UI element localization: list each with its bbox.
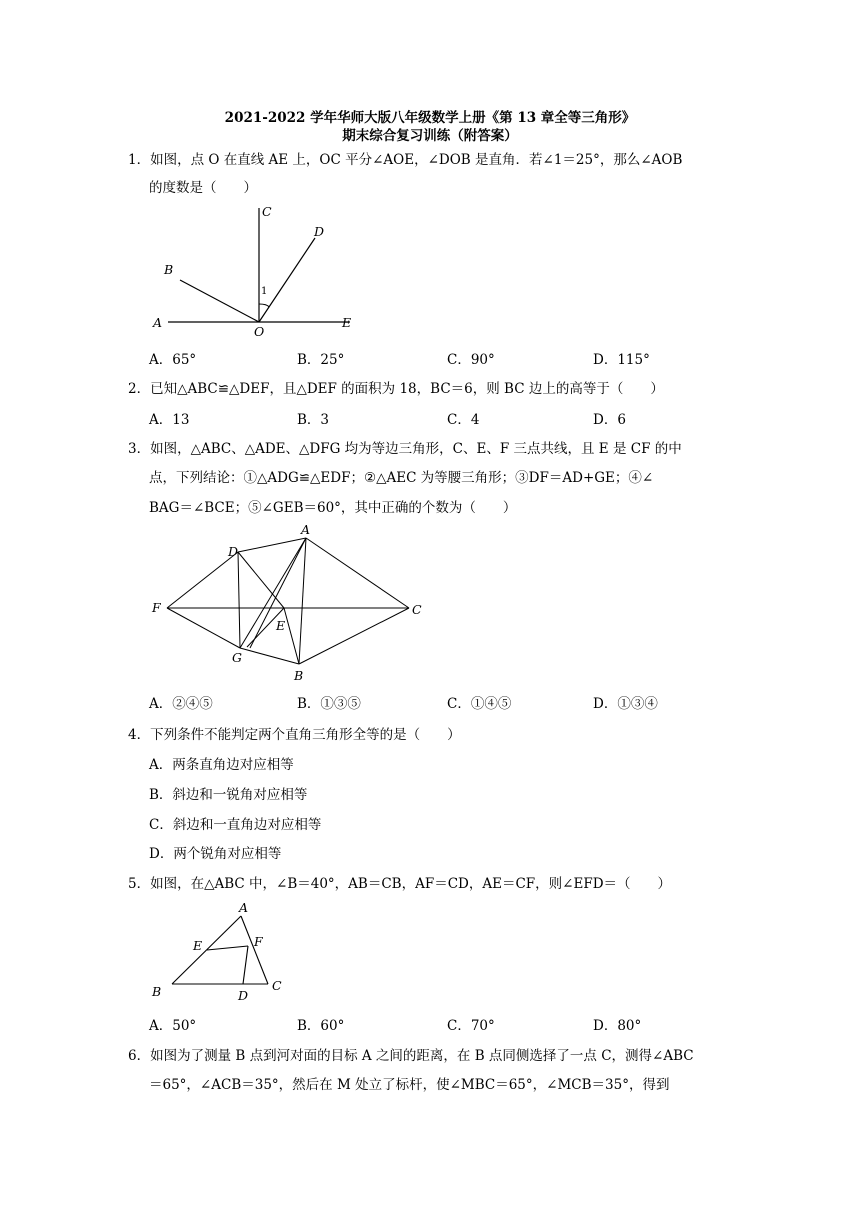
q3-option-a[interactable]: A．②④⑤ [149,696,213,712]
q4-option-c[interactable]: C．斜边和一直角边对应相等 [149,817,322,833]
q5-label-d: D [238,988,249,1003]
q1-label-b: B [164,262,174,277]
q3-option-b[interactable]: B．①③⑤ [297,696,361,712]
q3-figure [150,522,440,684]
q3-option-c[interactable]: C．①④⑤ [447,696,512,712]
q1-label-o: O [254,324,265,339]
q3-text-line2: 点，下列结论：①△ADG≌△EDF；②△AEC 为等腰三角形；③DF＝AD+GE；④∠ [149,470,654,486]
q1-option-c[interactable]: C．90° [447,352,495,368]
q1-option-b[interactable]: B．25° [297,352,345,368]
q4-option-d[interactable]: D．两个锐角对应相等 [149,846,282,862]
q5-text-line1: 5．如图，在△ABC 中，∠B＝40°，AB＝CB，AF＝CD，AE＝CF，则∠EFD＝（ ） [128,876,672,892]
q5-option-a[interactable]: A．50° [149,1018,197,1034]
q1-label-angle1: 1 [261,286,268,297]
q5-option-c[interactable]: C．70° [447,1018,495,1034]
q3-text-line3: BAG＝∠BCE；⑤∠GEB＝60°，其中正确的个数为（ ） [149,500,517,516]
q4-option-b[interactable]: B．斜边和一锐角对应相等 [149,787,308,803]
q5-label-c: C [272,978,282,993]
q5-label-b: B [152,984,162,999]
q2-option-c[interactable]: C．4 [447,412,480,428]
q3-label-d: D [228,544,239,559]
q6-text-line1: 6．如图为了测量 B 点到河对面的目标 A 之间的距离，在 B 点同侧选择了一点 C，测得∠ABC [128,1048,694,1064]
q5-option-d[interactable]: D．80° [593,1018,642,1034]
q1-figure [150,200,380,340]
q3-label-b: B [294,668,304,683]
q1-label-c: C [262,204,272,219]
q5-option-b[interactable]: B．60° [297,1018,345,1034]
q3-label-e: E [276,618,286,633]
q2-option-d[interactable]: D．6 [593,412,626,428]
q1-label-a: A [153,315,163,330]
q1-text-line2: 的度数是（ ） [149,180,257,196]
q3-option-d[interactable]: D．①③④ [593,696,658,712]
q2-option-b[interactable]: B．3 [297,412,330,428]
q3-label-f: F [152,600,161,615]
document-title-line1: 2021-2022 学年华师大版八年级数学上册《第 13 章全等三角形》 [224,110,636,126]
q4-option-a[interactable]: A．两条直角边对应相等 [149,757,294,773]
q5-label-a: A [239,900,249,915]
q5-label-e: E [193,938,203,953]
q3-label-c: C [412,602,422,617]
q2-text-line1: 2．已知△ABC≌△DEF，且△DEF 的面积为 18，BC＝6，则 BC 边上的高等于（ ） [128,381,664,397]
q1-label-d: D [314,224,325,239]
q3-text-line1: 3．如图，△ABC、△ADE、△DFG 均为等边三角形，C、E、F 三点共线，且 E 是 CF 的中 [128,441,682,457]
document-title-line2: 期末综合复习训练（附答案） [342,128,518,144]
q1-text-line1: 1．如图，点 O 在直线 AE 上，OC 平分∠AOE，∠DOB 是直角．若∠1＝25°，那么∠AOB [128,152,683,168]
q1-option-a[interactable]: A．65° [149,352,197,368]
q1-option-d[interactable]: D．115° [593,352,650,368]
q4-text-line1: 4．下列条件不能判定两个直角三角形全等的是（ ） [128,727,461,743]
q5-label-f: F [254,934,263,949]
q1-label-e: E [342,315,352,330]
q3-label-g: G [232,650,242,665]
q6-text-line2: ＝65°，∠ACB＝35°，然后在 M 处立了标杆，使∠MBC＝65°，∠MCB＝35°，得到 [149,1077,670,1093]
q2-option-a[interactable]: A．13 [149,412,190,428]
q5-figure [148,898,298,1004]
q3-label-a: A [301,522,311,537]
